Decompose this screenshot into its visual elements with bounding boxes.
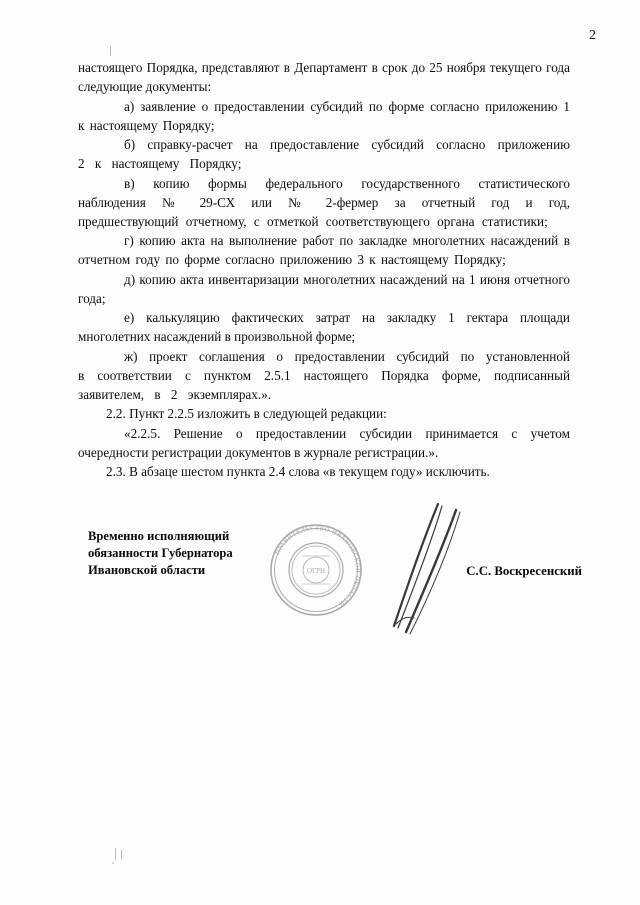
document-body bbox=[78, 58, 570, 482]
handwritten-signature bbox=[372, 500, 492, 640]
scan-artifact bbox=[110, 46, 111, 56]
paragraph: б) справку-расчет на предоставление субсидий согласно приложению 2 к настоящему Порядку; bbox=[78, 137, 570, 171]
signatory-name: С.С. Воскресенский bbox=[466, 564, 582, 578]
paragraph: ж) проект соглашения о предоставлении субсидий по установленной в соответствии с пунктом 2.5.1 настоящего Порядка форме, подписанный заявителем, в 2 экземплярах.». bbox=[78, 348, 570, 402]
paragraph: в) копию формы федерального государственного статистического наблюдения № 29-СХ или № 2-фермер за отчетный год и год, предшествующий отчетному, с отметкой соответствующего органа статистики; bbox=[78, 175, 570, 229]
svg-text:ПРАВИТЕЛЬСТВО ИВАНОВСКОЙ ОБЛАС: ПРАВИТЕЛЬСТВО ИВАНОВСКОЙ ОБЛАСТИ bbox=[274, 524, 362, 608]
paragraph: настоящего Порядка, представляют в Департамент в срок до 25 ноября текущего года следующие документы: bbox=[78, 60, 570, 94]
paragraph: 2.2. Пункт 2.2.5 изложить в следующей редакции: bbox=[106, 406, 387, 421]
scan-artifact bbox=[121, 850, 122, 859]
paragraph: д) копию акта инвентаризации многолетних насаждений на 1 июня отчетного года; bbox=[78, 271, 570, 306]
signatory-title-line-1: Временно исполняющий bbox=[88, 529, 230, 543]
scan-artifact bbox=[112, 862, 114, 864]
scan-artifact bbox=[115, 848, 116, 860]
paragraph: а) заявление о предоставлении субсидий по форме согласно приложению 1 к настоящему Порядку; bbox=[78, 98, 570, 133]
svg-text:ОГРН: ОГРН bbox=[306, 567, 326, 575]
paragraph: 2.3. В абзаце шестом пункта 2.4 слова «в текущем году» исключить. bbox=[106, 464, 490, 479]
paragraph: «2.2.5. Решение о предоставлении субсидии принимается с учетом очередности регистрации документов в журнале регистрации.». bbox=[78, 425, 570, 460]
official-stamp-icon bbox=[262, 516, 370, 624]
signatory-title bbox=[88, 528, 278, 579]
signatory-title-line-2: обязанности Губернатора bbox=[88, 546, 233, 561]
page-number: 2 bbox=[589, 28, 596, 43]
paragraph: г) копию акта на выполнение работ по закладке многолетних насаждений в отчетном году по форме согласно приложению 3 к настоящему Порядку; bbox=[78, 233, 570, 267]
signatory-title-line-3: Ивановской области bbox=[88, 563, 206, 578]
paragraph: е) калькуляцию фактических затрат на закладку 1 гектара площади многолетних насаждений в произвольной форме; bbox=[78, 310, 570, 344]
